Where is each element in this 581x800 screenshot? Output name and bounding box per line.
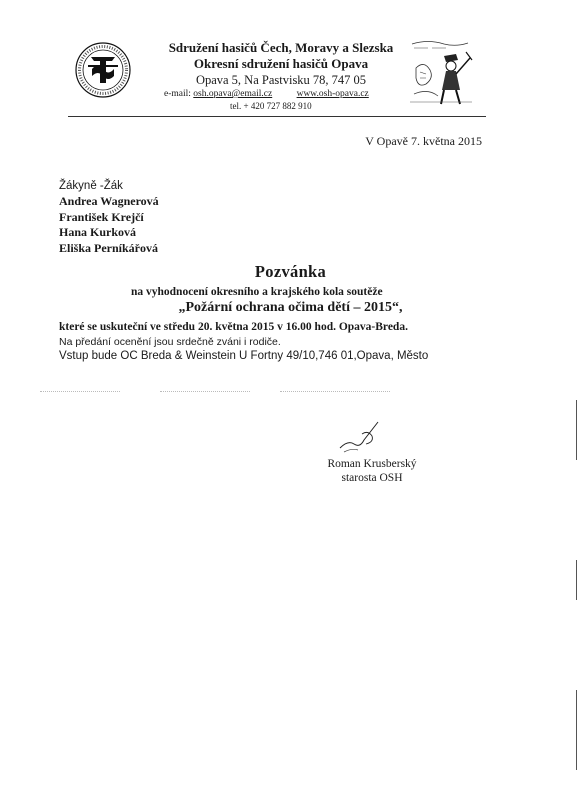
recipients-block [59,179,159,256]
org-name-2: Okresní sdružení hasičů Opava [193,56,369,71]
email-label: e-mail: [164,89,191,99]
scan-artifact [160,391,250,392]
org-address: Opava 5, Na Pastvisku 78, 747 05 [195,73,367,87]
firefighter-illustration-icon [408,38,474,108]
recipient-name: Eliška Perníkářová [59,240,159,255]
organization-header [150,40,412,112]
recipient-group: Žákyně -Žák [59,180,123,192]
scan-artifact [280,391,390,392]
org-contact-line [150,88,412,100]
fire-brigade-emblem-icon [72,36,132,108]
document-date: V Opavě 7. května 2015 [365,134,482,148]
scan-artifact [40,391,120,392]
signature-block [318,457,426,485]
org-name-1: Sdružení hasičů Čech, Moravy a Slezska [168,40,394,55]
signatory-name: Roman Krusberský [327,458,417,470]
org-phone: tel. + 420 727 882 910 [230,101,312,111]
event-date-time: které se uskuteční ve středu 20. května 2015 v 16.00 hod. Opava-Breda. [59,321,408,333]
invitation-subtitle: na vyhodnocení okresního a krajského kola soutěže [131,286,383,298]
header-divider [68,116,486,117]
contest-name: „Požární ochrana očima dětí – 2015“, [178,300,403,315]
invitation-title: Pozvánka [254,262,327,281]
handwritten-signature-icon [338,418,382,454]
scan-edge [576,400,577,460]
email-link[interactable]: osh.opava@email.cz [193,89,273,99]
signatory-role: starosta OSH [341,472,403,484]
scan-edge [576,560,577,600]
recipient-name: František Krejčí [59,209,144,224]
recipient-name: Hana Kurková [59,225,137,239]
ceremony-note: Na předání ocenění jsou srdečně zváni i rodiče. [59,336,281,348]
recipient-name: Andrea Wagnerová [59,194,159,208]
entry-note: Vstup bude OC Breda & Weinstein U Fortny 49/10,746 01,Opava, Město [59,350,429,362]
scan-edge [576,690,577,770]
website-link[interactable]: www.osh-opava.cz [296,89,369,99]
